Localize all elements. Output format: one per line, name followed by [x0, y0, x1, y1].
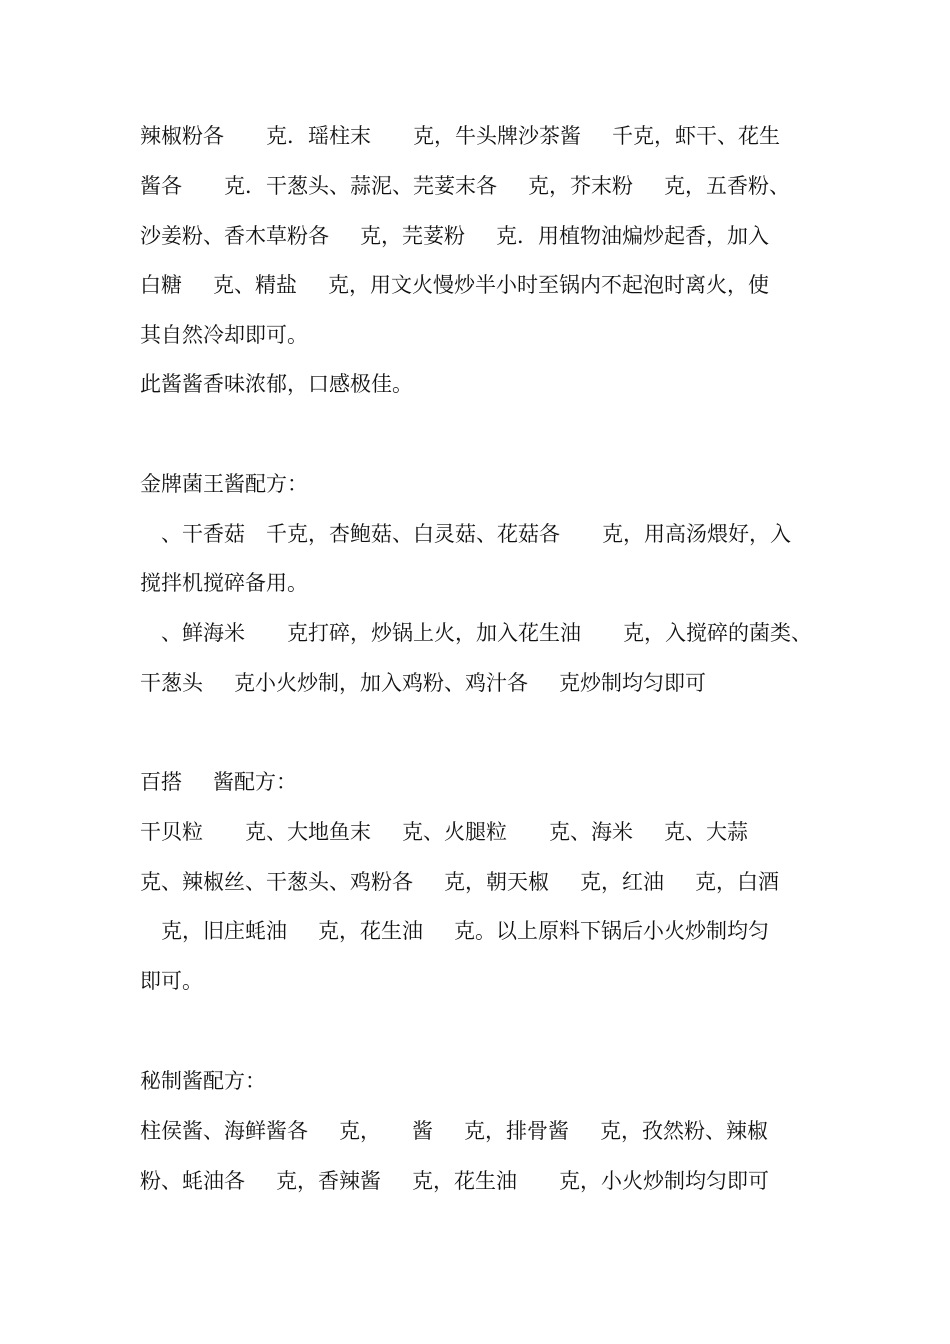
- text-line: [140, 862, 820, 902]
- text-segment: 搅拌机搅碎备用。: [140, 571, 308, 595]
- text-segment: 克，旧庄蚝油: [161, 919, 287, 943]
- text-segment: 、干香菇: [161, 522, 245, 546]
- text-line: [140, 364, 820, 404]
- text-line: [140, 613, 820, 653]
- text-segment: 克，牛头牌沙茶酱: [413, 124, 581, 148]
- text-segment: 柱侯酱、海鲜酱各: [140, 1119, 308, 1143]
- text-segment: 克打碎，炒锅上火，加入花生油: [287, 621, 581, 645]
- text-line: [140, 563, 820, 603]
- text-segment: 克，白酒: [695, 870, 779, 894]
- text-segment: 克，用文火慢炒半小时至锅内不起泡时离火，使: [328, 273, 769, 297]
- text-line: [140, 166, 820, 206]
- text-segment: 白糖: [140, 273, 182, 297]
- text-segment: 其自然冷却即可。: [140, 323, 308, 347]
- text-segment: 酱: [412, 1119, 433, 1143]
- text-line: [140, 663, 820, 703]
- text-segment: 粉、蚝油各: [140, 1169, 245, 1193]
- text-segment: 克，入搅碎的菌类、: [623, 621, 812, 645]
- text-line: [140, 514, 820, 554]
- text-line: [140, 216, 820, 256]
- text-segment: 干贝粒: [140, 820, 203, 844]
- text-segment: 克、火腿粒: [402, 820, 507, 844]
- text-segment: 克，花生油: [318, 919, 423, 943]
- text-segment: 克、大蒜: [664, 820, 748, 844]
- text-segment: 克，朝天椒: [444, 870, 549, 894]
- text-segment: 克，用高汤煨好，入: [602, 522, 791, 546]
- text-segment: 克，: [339, 1119, 381, 1143]
- text-segment: 克．瑶柱末: [266, 124, 371, 148]
- text-segment: 此酱酱香味浓郁，口感极佳。: [140, 372, 413, 396]
- text-line: [140, 1161, 820, 1201]
- text-segment: 克，小火炒制均匀即可: [559, 1169, 769, 1193]
- text-segment: 千克，虾干、花生: [612, 124, 780, 148]
- text-line: [140, 812, 820, 852]
- text-segment: 克小火炒制，加入鸡粉、鸡汁各: [234, 671, 528, 695]
- text-line: [140, 315, 820, 355]
- text-segment: 克、精盐: [213, 273, 297, 297]
- text-segment: 克，红油: [580, 870, 664, 894]
- text-segment: 克，花生油: [412, 1169, 517, 1193]
- text-segment: 秘制酱配方：: [140, 1069, 266, 1093]
- text-segment: 、鲜海米: [161, 621, 245, 645]
- text-line: [140, 961, 820, 1001]
- text-segment: 干葱头: [140, 671, 203, 695]
- text-segment: 克．干葱头、蒜泥、芫荽末各: [224, 174, 497, 198]
- text-segment: 酱配方：: [213, 770, 297, 794]
- text-segment: 克炒制均匀即可: [559, 671, 706, 695]
- text-segment: 沙姜粉、香木草粉各: [140, 224, 329, 248]
- text-segment: 克，芫荽粉: [360, 224, 465, 248]
- text-line: [140, 911, 820, 951]
- text-segment: 百搭: [140, 770, 182, 794]
- text-segment: 克，香辣酱: [276, 1169, 381, 1193]
- text-segment: 克．用植物油煸炒起香，加入: [496, 224, 769, 248]
- section-heading: [140, 1061, 820, 1101]
- text-segment: 克、海米: [549, 820, 633, 844]
- text-segment: 克，五香粉、: [664, 174, 790, 198]
- text-segment: 金牌菌王酱配方：: [140, 472, 308, 496]
- section-heading: [140, 762, 820, 802]
- text-segment: 克。以上原料下锅后小火炒制均匀: [454, 919, 769, 943]
- text-segment: 酱各: [140, 174, 182, 198]
- text-line: [140, 265, 820, 305]
- text-line: [140, 1111, 820, 1151]
- text-segment: 克、大地鱼末: [245, 820, 371, 844]
- text-segment: 克，孜然粉、辣椒: [600, 1119, 768, 1143]
- text-segment: 辣椒粉各: [140, 124, 224, 148]
- text-segment: 即可。: [140, 969, 203, 993]
- text-segment: 克、辣椒丝、干葱头、鸡粉各: [140, 870, 413, 894]
- section-heading: [140, 464, 820, 504]
- text-line: [140, 116, 820, 156]
- text-segment: 千克，杏鲍菇、白灵菇、花菇各: [266, 522, 560, 546]
- text-segment: 克，芥末粉: [528, 174, 633, 198]
- text-segment: 克，排骨酱: [464, 1119, 569, 1143]
